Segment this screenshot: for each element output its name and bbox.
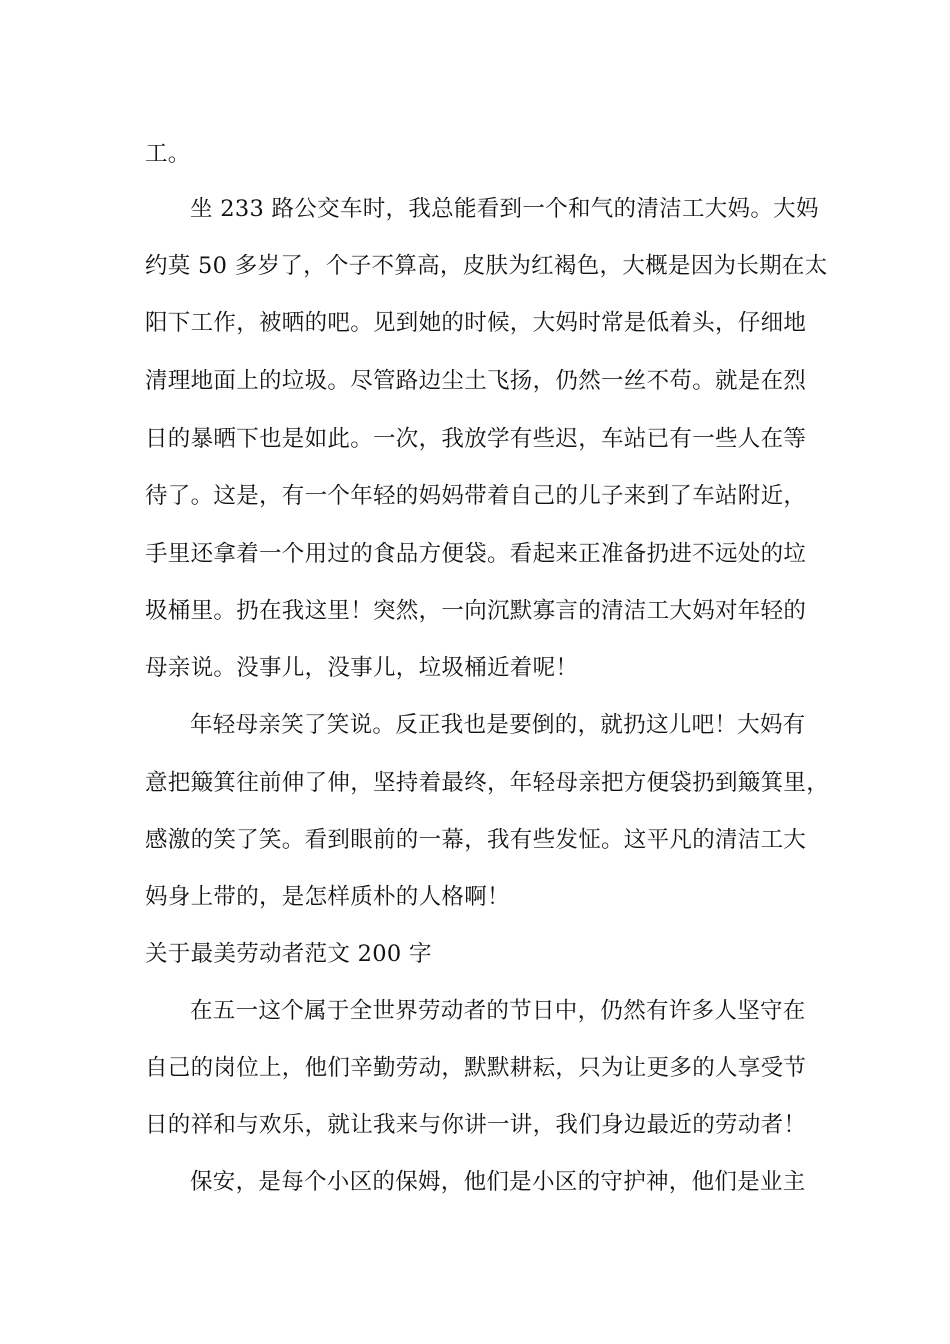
text-line: 手里还拿着一个用过的食品方便袋。看起来正准备扔进不远处的垃: [145, 541, 807, 567]
paragraph-first-line: 保安，是每个小区的保姆，他们是小区的守护神，他们是业主: [190, 1169, 806, 1195]
text-line: 清理地面上的垃圾。尽管路边尘土飞扬，仍然一丝不苟。就是在烈: [145, 368, 807, 394]
text-line: 圾桶里。扔在我这里！突然，一向沉默寡言的清洁工大妈对年轻的: [145, 598, 807, 624]
text-line: 妈身上带的，是怎样质朴的人格啊！: [145, 884, 510, 910]
text-line: 日的暴晒下也是如此。一次，我放学有些迟，车站已有一些人在等: [145, 426, 807, 452]
paragraph-first-line: 在五一这个属于全世界劳动者的节日中，仍然有许多人坚守在: [190, 998, 806, 1024]
text-line: 母亲说。没事儿，没事儿，垃圾桶近着呢！: [145, 655, 579, 681]
text-line: 自己的岗位上，他们辛勤劳动，默默耕耘，只为让更多的人享受节: [145, 1055, 807, 1081]
paragraph-first-line: 坐 233 路公交车时，我总能看到一个和气的清洁工大妈。大妈: [190, 196, 819, 222]
text-line: 约莫 50 多岁了，个子不算高，皮肤为红褐色，大概是因为长期在太: [145, 253, 828, 279]
text-line: 日的祥和与欢乐，就让我来与你讲一讲，我们身边最近的劳动者！: [145, 1112, 807, 1138]
text-line: 工。: [145, 141, 191, 167]
text-line: 感激的笑了笑。看到眼前的一幕，我有些发怔。这平凡的清洁工大: [145, 827, 807, 853]
paragraph-first-line: 年轻母亲笑了笑说。反正我也是要倒的，就扔这儿吧！大妈有: [190, 712, 806, 738]
text-line: 意把簸箕往前伸了伸，坚持着最终，年轻母亲把方便袋扔到簸箕里，: [145, 770, 830, 796]
section-heading: 关于最美劳动者范文 200 字: [145, 941, 432, 967]
text-line: 阳下工作，被晒的吧。见到她的时候，大妈时常是低着头，仔细地: [145, 310, 807, 336]
text-line: 待了。这是，有一个年轻的妈妈带着自己的儿子来到了车站附近，: [145, 483, 807, 509]
